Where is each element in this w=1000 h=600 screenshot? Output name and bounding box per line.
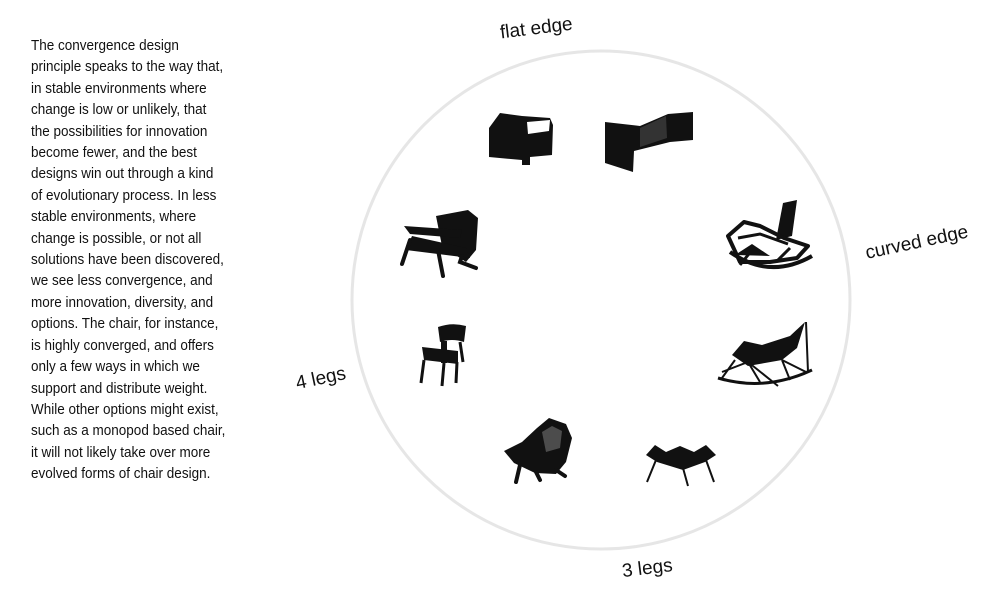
curved-rocking-chair-icon	[728, 200, 812, 267]
description-line: solutions have been discovered,	[31, 251, 224, 269]
description-line: change is possible, or not all	[31, 229, 202, 247]
convergence-ring	[352, 51, 850, 549]
label-3-legs: 3 legs	[620, 555, 674, 583]
description-line: evolved forms of chair design.	[31, 465, 211, 483]
classic-dining-chair-icon	[421, 324, 466, 386]
wire-frame-rocker-icon	[718, 322, 812, 386]
description-line: only a few ways in which we	[31, 358, 200, 376]
label-flat-edge: flat edge	[498, 13, 574, 44]
description-line: The convergence design	[31, 37, 179, 54]
description-line: in stable environments where	[31, 79, 207, 97]
description-line: we see less convergence, and	[31, 272, 213, 290]
folded-plane-chair-icon	[605, 112, 693, 172]
description-line: While other options might exist,	[31, 400, 219, 418]
description-line: stable environments, where	[31, 208, 197, 226]
description-line: such as a monopod based chair,	[31, 422, 226, 440]
cantilever-block-chair-icon	[489, 113, 553, 165]
description-line: principle speaks to the way that,	[31, 58, 224, 76]
description-line: support and distribute weight.	[31, 379, 208, 397]
description-line: designs win out through a kind	[31, 165, 214, 183]
description-line: the possibilities for innovation	[31, 122, 208, 140]
description-line: of evolutionary process. In less	[31, 186, 217, 204]
shell-lounge-chair-icon	[504, 418, 572, 482]
label-curved-edge: curved edge	[863, 221, 971, 264]
description-line: more innovation, diversity, and	[31, 293, 214, 311]
armchair-icon	[402, 210, 478, 276]
description-line: options. The chair, for instance,	[31, 315, 219, 333]
description-line: change is low or unlikely, that	[31, 101, 207, 119]
three-leg-sling-chair-icon	[646, 445, 716, 486]
description-line: is highly converged, and offers	[31, 336, 214, 354]
description-line: it will not likely take over more	[31, 443, 211, 461]
description-line: become fewer, and the best	[31, 144, 197, 162]
label-4-legs: 4 legs	[293, 363, 348, 395]
